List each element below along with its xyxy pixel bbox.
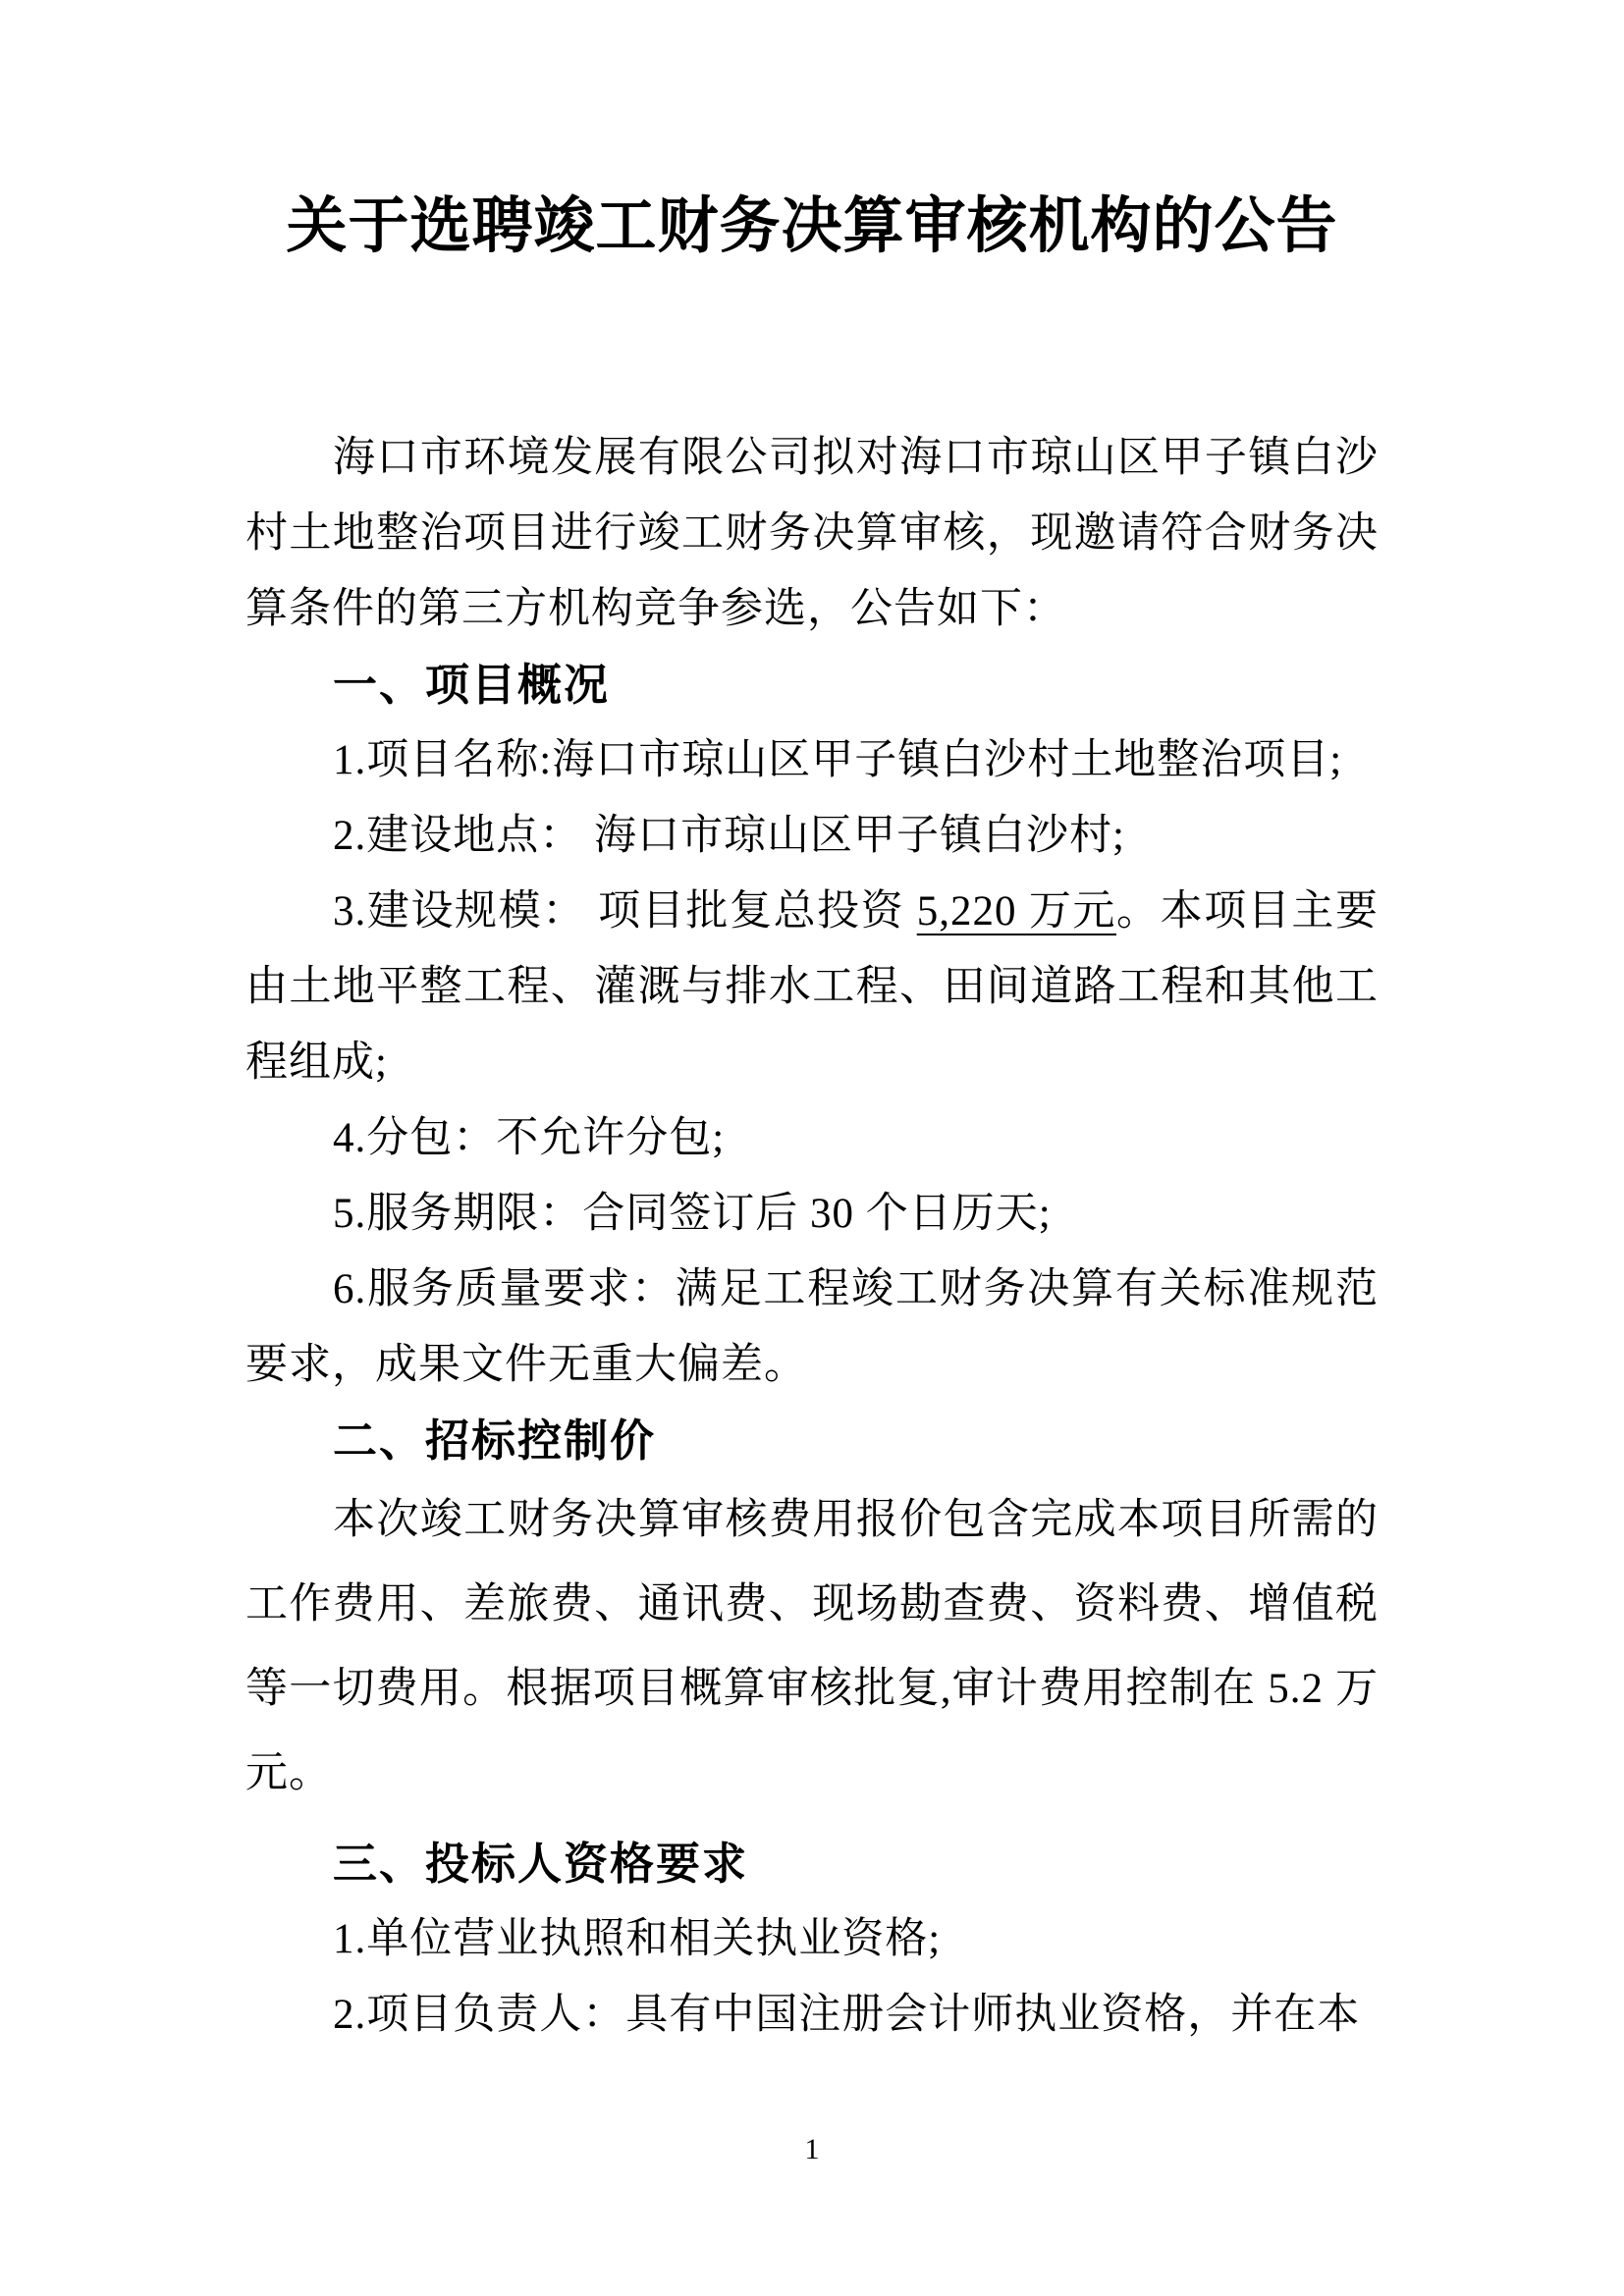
- construction-site-item: 2.建设地点： 海口市琼山区甲子镇白沙村;: [333, 813, 1125, 859]
- qualification-item-2: 2.项目负责人：具有中国注册会计师执业资格，并在本: [333, 1992, 1361, 2038]
- service-quality-item: 6.服务质量要求：满足工程竣工财务决算有关标准规范要求，成果文件无重大偏差。: [245, 1266, 1379, 1388]
- service-period-item: 5.服务期限：合同签订后 30 个日历天;: [333, 1191, 1052, 1237]
- construction-scale-text-post: 。本项目主要由土地平整工程、灌溉与排水工程、田间道路工程和其他工程组成;: [245, 888, 1380, 1086]
- construction-scale-item: [245, 874, 1379, 1100]
- section-1-heading: 一、项目概况: [333, 660, 611, 710]
- subcontract-item: 4.分包：不允许分包;: [333, 1115, 726, 1161]
- section-3-heading: 三、投标人资格要求: [333, 1839, 749, 1889]
- intro-paragraph: 海口市环境发展有限公司拟对海口市琼山区甲子镇白沙村土地整治项目进行竣工财务决算审核，现邀请符合财务决算条件的第三方机构竞争参选，公告如下：: [245, 435, 1379, 632]
- document-body: [245, 420, 1379, 2053]
- document-title: 关于选聘竣工财务决算审核机构的公告: [286, 192, 1338, 260]
- section-2-heading: 二、招标控制价: [333, 1415, 657, 1466]
- page-number: 1: [804, 2133, 820, 2165]
- title-block: [0, 0, 1624, 420]
- construction-scale-text-pre: 3.建设规模： 项目批复总投资: [333, 888, 917, 934]
- control-price-paragraph: 本次竣工财务决算审核费用报价包含完成本项目所需的工作费用、差旅费、通讯费、现场勘查费、资料费、增值税等一切费用。根据项目概算审核批复,审计费用控制在 5.2 万元。: [245, 1497, 1379, 1796]
- qualification-item-1: 1.单位营业执照和相关执业资格;: [333, 1916, 942, 1962]
- investment-amount-underlined: 5,220 万元: [916, 888, 1117, 934]
- project-name-item: 1.项目名称:海口市琼山区甲子镇白沙村土地整治项目;: [333, 737, 1343, 783]
